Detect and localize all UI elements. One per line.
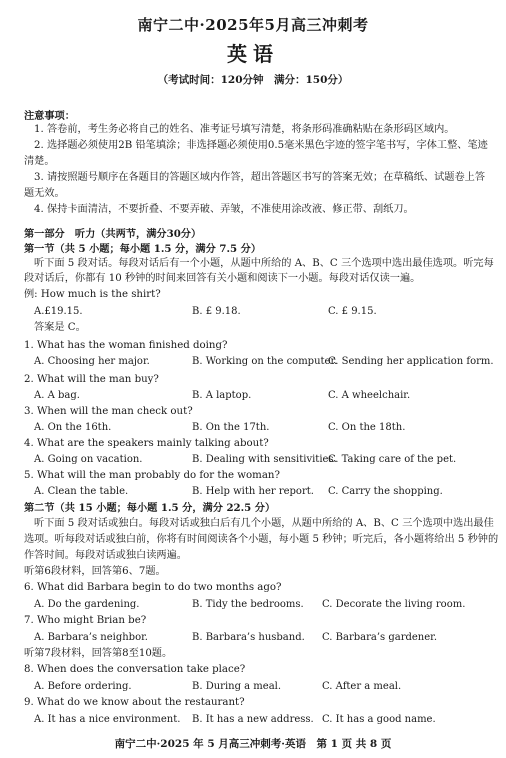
q3-option-a: A. On the 16th. — [34, 422, 112, 433]
q9-option-a: A. It has a nice environment. — [34, 714, 181, 725]
q4-option-b: B. Dealing with sensitivities. — [192, 454, 337, 465]
q7-option-c: C. Barbara’s gardener. — [322, 632, 438, 643]
q3-option-b: B. On the 17th. — [192, 422, 270, 433]
material-7-label: 听第7段材料，回答第8至10题。 — [24, 648, 173, 659]
q1-option-a: A. Choosing her major. — [34, 356, 150, 367]
question-1: 1. What has the woman finished doing? — [24, 340, 228, 351]
q2-option-c: C. A wheelchair. — [328, 390, 411, 401]
example-question: 例: How much is the shirt? — [24, 289, 161, 300]
q9-option-b: B. It has a new address. — [192, 714, 314, 725]
material-6-label: 听第6段材料，回答第6、7题。 — [24, 566, 166, 577]
q1-option-c: C. Sending her application form. — [328, 356, 494, 367]
question-2: 2. What will the man buy? — [24, 374, 159, 385]
q9-option-c: C. It has a good name. — [322, 714, 436, 725]
q6-option-a: A. Do the gardening. — [34, 599, 140, 610]
q5-option-a: A. Clean the table. — [34, 486, 129, 497]
part1-heading: 第一部分 听力（共两节，满分30分） — [24, 228, 202, 240]
q4-option-c: C. Taking care of the pet. — [328, 454, 457, 465]
question-9: 9. What do we know about the restaurant? — [24, 697, 245, 708]
question-8: 8. When does the conversation take place? — [24, 664, 246, 675]
q7-option-a: A. Barbara’s neighbor. — [34, 632, 148, 643]
example-option-b: B. £ 9.18. — [192, 306, 241, 317]
note-3-cont: 题无效。 — [24, 188, 65, 199]
q2-option-b: B. A laptop. — [192, 390, 252, 401]
question-3: 3. When will the man check out? — [24, 406, 193, 417]
section2-instructions-end: 作答时间。每段对话或独白读两遍。 — [24, 550, 187, 561]
q6-option-c: C. Decorate the living room. — [322, 599, 466, 610]
q5-option-b: B. Help with her report. — [192, 486, 314, 497]
example-answer: 答案是 C。 — [34, 322, 86, 333]
section2-instructions: 听下面 5 段对话或独白。每段对话或独白后有几个小题，从题中所给的 A、B、C 三个选项中选出最佳 — [34, 518, 494, 529]
question-7: 7. Who might Brian be? — [24, 615, 147, 626]
q6-option-b: B. Tidy the bedrooms. — [192, 599, 304, 610]
example-option-c: C. £ 9.15. — [328, 306, 377, 317]
section2-instructions-cont: 选项。听每段对话或独白前，你将有时间阅读各个小题，每小题 5 秒钟；听完后，各小题将给出 5 秒钟的 — [24, 534, 499, 545]
section1-heading: 第一节（共 5 小题；每小题 1.5 分，满分 7.5 分） — [24, 243, 262, 255]
q1-option-b: B. Working on the computer. — [192, 356, 338, 367]
q8-option-a: A. Before ordering. — [34, 681, 132, 692]
note-3: 3. 请按照题号顺序在各题目的答题区域内作答，超出答题区书写的答案无效；在草稿纸、试题卷上答 — [34, 172, 486, 183]
q4-option-a: A. Going on vacation. — [34, 454, 143, 465]
note-2: 2. 选择题必须使用2B 铅笔填涂；非选择题必须使用0.5毫米黑色字迹的签字笔书写，字体工整、笔迹 — [34, 140, 488, 151]
notes-heading: 注意事项： — [24, 110, 75, 122]
q3-option-c: C. On the 18th. — [328, 422, 406, 433]
exam-title: 南宁二中·2025年5月高三冲刺考 — [137, 16, 369, 34]
subject-title: 英语 — [227, 42, 279, 66]
page-footer: 南宁二中·2025 年 5 月高三冲刺考·英语 第 1 页 共 8 页 — [114, 738, 392, 750]
q8-option-b: B. During a meal. — [192, 681, 282, 692]
note-2-cont: 清楚。 — [24, 156, 55, 167]
q8-option-c: C. After a meal. — [322, 681, 402, 692]
q7-option-b: B. Barbara’s husband. — [192, 632, 305, 643]
q5-option-c: C. Carry the shopping. — [328, 486, 443, 497]
example-option-a: A.£19.15. — [34, 306, 83, 317]
q2-option-a: A. A bag. — [34, 390, 80, 401]
note-4: 4. 保持卡面清洁，不要折叠、不要弄破、弄皱，不准使用涂改液、修正带、刮纸刀。 — [34, 204, 414, 215]
section2-heading: 第二节（共 15 小题；每小题 1.5 分，满分 22.5 分） — [24, 502, 276, 514]
exam-info: （考试时间：120分钟 满分：150分） — [157, 74, 349, 86]
question-5: 5. What will the man probably do for the woman? — [24, 470, 280, 481]
section1-instructions-cont: 段对话后，你都有 10 秒钟的时间来回答有关小题和阅读下一小题。每段对话仅读一遍。 — [24, 273, 421, 284]
question-4: 4. What are the speakers mainly talking about? — [24, 438, 269, 449]
note-1: 1. 答卷前，考生务必将自己的姓名、准考证号填写清楚，将条形码准确粘贴在条形码区域内。 — [34, 124, 455, 135]
section1-instructions: 听下面 5 段对话。每段对话后有一个小题，从题中所给的 A、B、C 三个选项中选出最佳选项。听完每 — [34, 258, 494, 269]
question-6: 6. What did Barbara begin to do two months ago? — [24, 582, 282, 593]
